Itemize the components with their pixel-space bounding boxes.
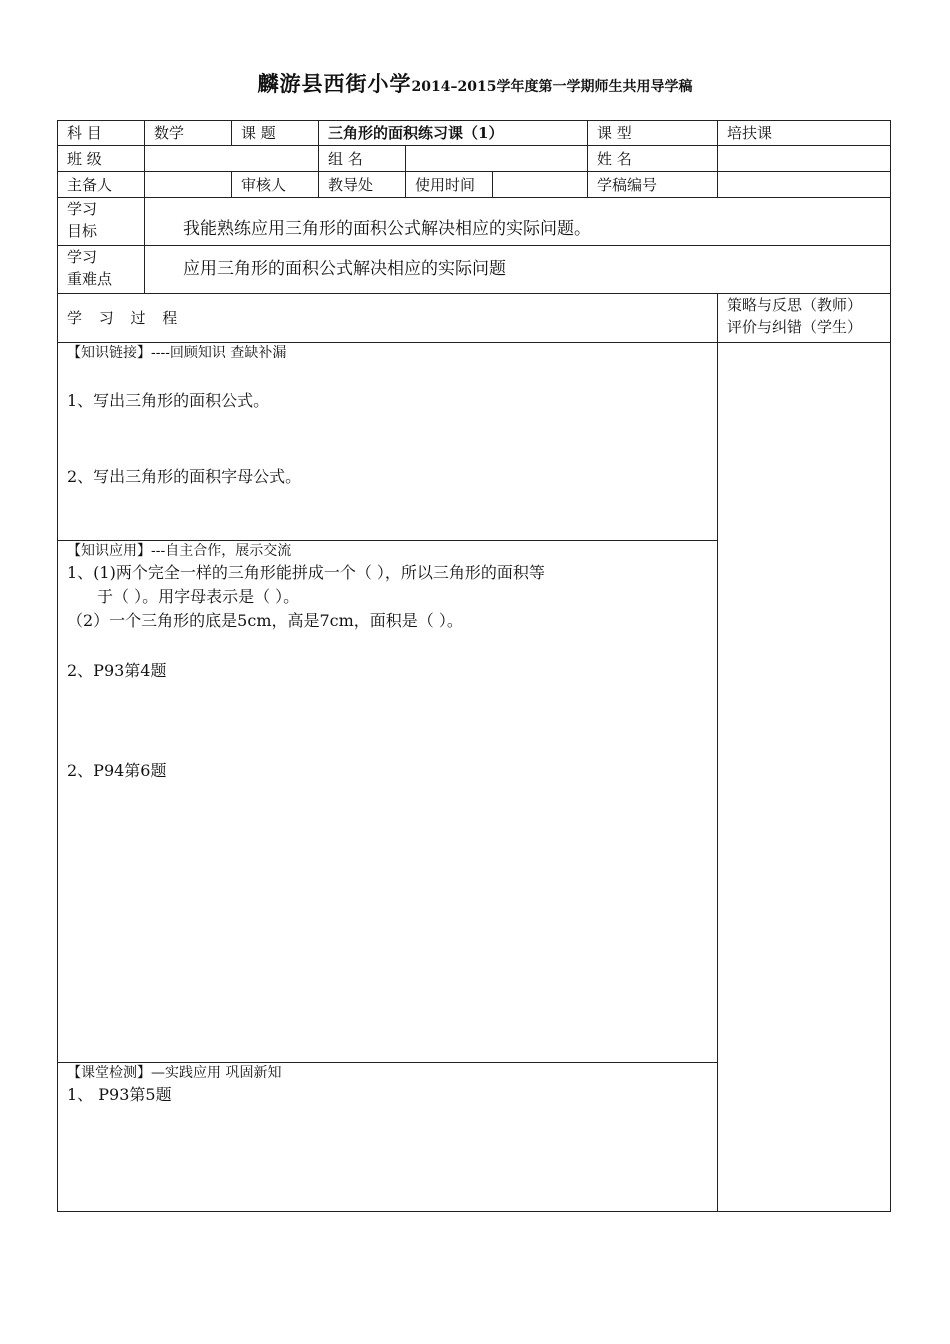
difficulty-cell [145,246,891,294]
school-name: 麟游县西街小学 [257,71,412,96]
topic-value: 三角形的面积练习课（1） [319,121,588,146]
knowledge-apply-heading: 【知识应用】---自主合作，展示交流 [67,543,292,559]
subject-value: 数学 [145,121,232,146]
difficulty-label-line1: 学习 [67,248,98,266]
difficulty-text: 应用三角形的面积公式解决相应的实际问题 [183,259,506,279]
process-title: 学 习 过 程 [58,294,718,343]
difficulty-label [58,246,145,294]
name-value[interactable] [718,146,891,172]
objective-text: 我能熟练应用三角形的面积公式解决相应的实际问题。 [183,219,591,239]
knowledge-apply-section [58,541,718,1063]
process-header-row [58,294,891,343]
group-label: 组 名 [319,146,406,172]
classroom-test-heading: 【课堂检测】—实践应用 巩固新知 [67,1065,282,1081]
subject-label: 科 目 [58,121,145,146]
info-row-3 [58,172,891,198]
preparer-value[interactable] [145,172,232,198]
type-label: 课 型 [588,121,718,146]
side-column-header [718,294,891,343]
side-header-student: 评价与纠错（学生） [727,318,863,336]
objective-cell [145,198,891,246]
usetime-value[interactable] [493,172,588,198]
name-label: 姓 名 [588,146,718,172]
knowledge-link-row [58,343,891,541]
difficulty-label-line2: 重难点 [67,270,113,288]
knowledge-link-heading: 【知识链接】----回顾知识 查缺补漏 [67,345,287,361]
page-header [0,68,950,98]
office-label: 教导处 [319,172,406,198]
class-label: 班 级 [58,146,145,172]
apply-q3: 2、P94第6题 [67,761,167,780]
difficulty-row [58,246,891,294]
objective-label-line1: 学习 [67,200,98,218]
objective-label-line2: 目标 [67,222,98,240]
apply-q1-line2: 于（ ）。用字母表示是（ ）。 [97,587,300,606]
info-row-2 [58,146,891,172]
topic-label: 课 题 [232,121,319,146]
info-row-1 [58,121,891,146]
knowledge-link-q1: 1、写出三角形的面积公式。 [67,391,270,410]
term-title: 2014–2015学年度第一学期师生共用导学稿 [411,79,693,95]
draftno-label: 学稿编号 [588,172,718,198]
knowledge-link-q2: 2、写出三角形的面积字母公式。 [67,467,302,486]
class-value[interactable] [145,146,319,172]
preparer-label: 主备人 [58,172,145,198]
apply-q2: 2、P93第4题 [67,661,167,680]
apply-q1-line1: 1、(1)两个完全一样的三角形能拼成一个（ ），所以三角形的面积等 [67,563,545,582]
reviewer-label: 审核人 [232,172,319,198]
knowledge-link-section [58,343,718,541]
objective-label [58,198,145,246]
side-header-teacher: 策略与反思（教师） [727,296,863,314]
side-notes-column[interactable] [718,343,891,1212]
type-value: 培扶课 [718,121,891,146]
draftno-value[interactable] [718,172,891,198]
apply-q1-line3: （2）一个三角形的底是5cm，高是7cm，面积是（ ）。 [67,611,463,630]
objective-row [58,198,891,246]
group-value[interactable] [406,146,588,172]
usetime-label: 使用时间 [406,172,493,198]
classroom-test-q1: 1、 P93第5题 [67,1085,172,1104]
classroom-test-section [58,1063,718,1212]
lesson-plan-table [57,120,891,1212]
